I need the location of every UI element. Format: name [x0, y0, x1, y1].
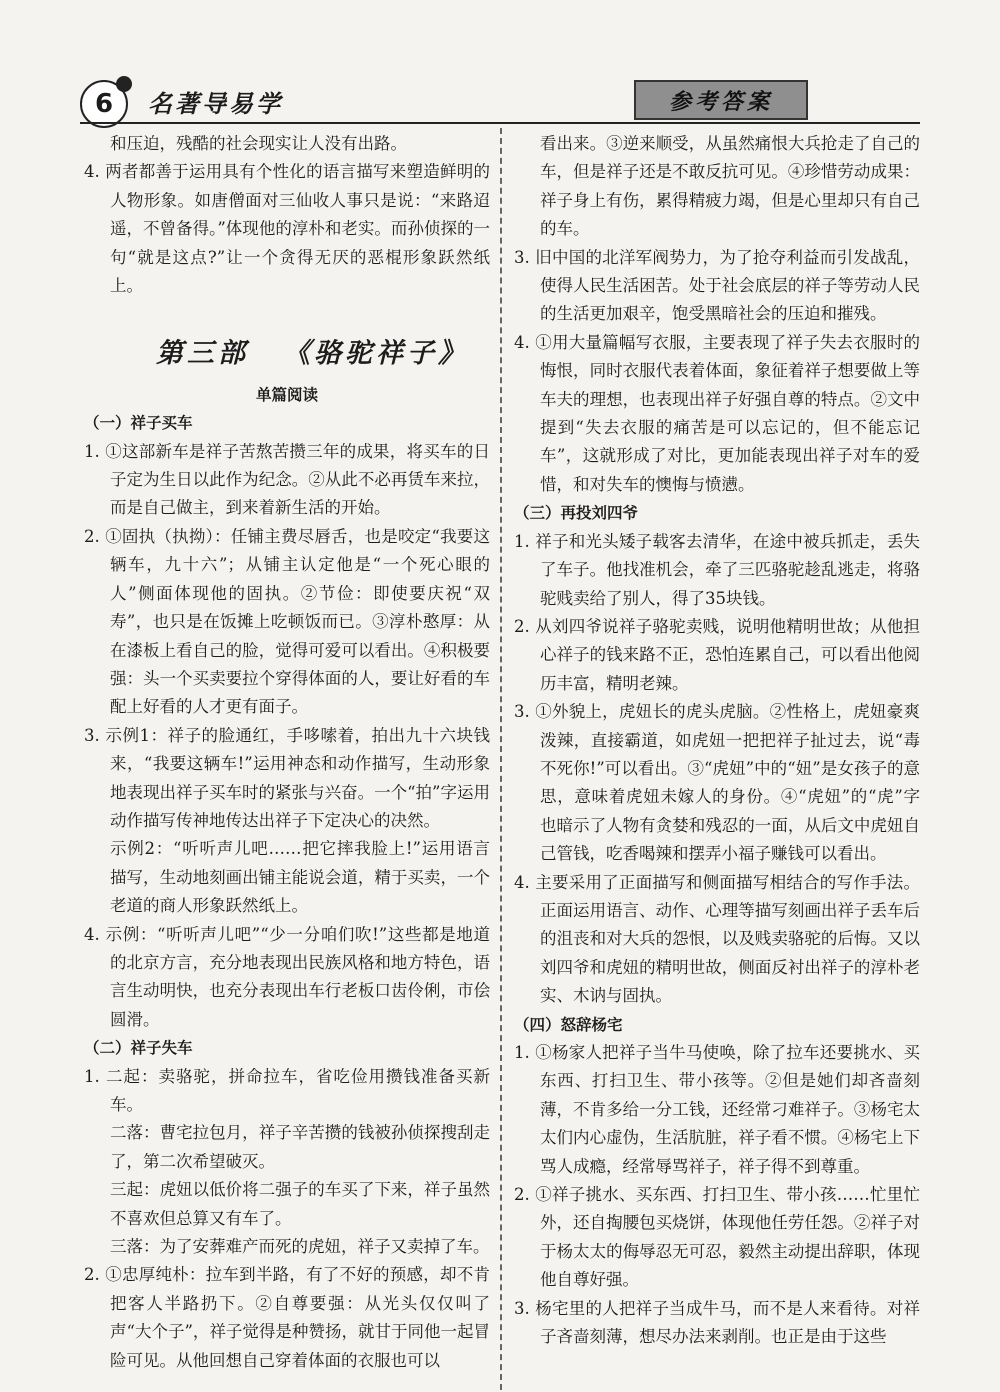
part-number: 第三部 — [156, 338, 249, 370]
answer-item: 1. ①杨家人把祥子当牛马使唤，除了拉车还要挑水、买东西、打扫卫生、带小孩等。②但是她们却吝啬刻薄，不肯多给一分工钱，还经常刁难祥子。③杨宅太太们内心虚伪，生活肮脏，祥子看不惯。④杨宅上下骂人成瘾，经常辱骂祥子，祥子得不到尊重。 — [514, 1043, 920, 1176]
part-book-title: 《骆驼祥子》 — [283, 338, 469, 370]
section-heading: 单篇阅读 — [255, 385, 318, 404]
part-title — [156, 340, 490, 368]
answer-item: 4. 示例：“听听声儿吧”“少一分咱们吹!”这些都是地道的北京方言，充分地表现出民族风格和地方特色，语言生动明快，也充分表现出车行老板口齿伶俐，市侩圆滑。 — [84, 924, 490, 1029]
answer-label: 参考答案 — [634, 80, 808, 120]
answer-subitem: 示例2：“听听声儿吧……把它摔我脸上!”运用语言描写，生动地刻画出铺主能说会道，精于买卖，一个老道的商人形象跃然纸上。 — [110, 839, 490, 916]
answer-subitem: 三落：为了安葬难产而死的虎妞，祥子又卖掉了车。 — [110, 1237, 490, 1257]
answer-subitem: 三起：虎妞以低价将二强子的车买了下来，祥子虽然不喜欢但总算又有车了。 — [110, 1180, 490, 1228]
answer-item: 3. ①外貌上，虎妞长的虎头虎脑。②性格上，虎妞豪爽泼辣，直接霸道，如虎妞一把把祥子扯过去，说“毒不死你!”可以看出。③“虎妞”中的“妞”是女孩子的意思，意味着虎妞未嫁人的身份。④“虎妞”的“虎”字也暗示了人物有贪婪和残忍的一面，从后文中虎妞自己管钱，吃香喝辣和摆弄小福子赚钱可以看出。 — [514, 702, 920, 864]
answer-item: 4. 两者都善于运用具有个性化的语言描写来塑造鲜明的人物形象。如唐僧面对三仙收人事只是说：“来路迢遥，不曾备得。”体现他的淳朴和老实。而孙侦探的一句“就是这点?”让一个贪得无厌的恶棍形象跃然纸上。 — [84, 162, 490, 296]
answer-item: 2. ①固执（执拗）：任铺主费尽唇舌，也是咬定“我要这辆车，九十六”；从铺主认定他是“一个死心眼的人”侧面体现他的固执。②节俭：即使要庆祝“双寿”，也只是在饭摊上吃顿饭而已。③淳朴憨厚：从在漆板上看自己的脸，觉得可爱可以看出。④积极要强：头一个买卖要拉个穿得体面的人，要让好看的车配上好看的人才更有面子。 — [84, 526, 490, 717]
answer-item: 2. ①忠厚纯朴：拉车到半路，有了不好的预感，却不肯把客人半路扔下。②自尊要强：从光头仅仅叫了声“大个子”，祥子觉得是种赞扬，就甘于同他一起冒险可见。从他回想自己穿着体面的衣服也可以 — [84, 1265, 490, 1370]
subsection-heading: （二）祥子失车 — [84, 1039, 193, 1058]
subsection-heading: （一）祥子买车 — [84, 414, 193, 433]
subsection-heading: （三）再投刘四爷 — [514, 504, 639, 523]
answer-item: 2. 从刘四爷说祥子骆驼卖贱，说明他精明世故；从他担心祥子的钱来路不正，恐怕连累自己，可以看出他阅历丰富，精明老辣。 — [514, 616, 920, 693]
answer-item: 4. ①用大量篇幅写衣服，主要表现了祥子失去衣服时的悔恨，同时衣服代表着体面，象征着祥子想要做上等车夫的理想，也表现出祥子好强自尊的特点。②文中提到“失去衣服的痛苦是可以忘记的，但不能忘记车”，这就形成了对比，更加能表现出祥子对车的爱惜，和对失车的懊悔与愤懑。 — [514, 332, 920, 494]
answer-item: 3. 旧中国的北洋军阀势力，为了抢夺利益而引发战乱，使得人民生活困苦。处于社会底层的祥子等劳动人民的生活更加艰辛，饱受黑暗社会的压迫和摧残。 — [514, 247, 920, 324]
answer-item: 1. 二起：卖骆驼，拼命拉车，省吃俭用攒钱准备买新车。 — [84, 1066, 490, 1114]
continued-text: 看出来。③逆来顺受，从虽然痛恨大兵抢走了自己的车，但是祥子还是不敢反抗可见。④珍惜劳动成果：祥子身上有伤，累得精疲力竭，但是心里却只有自己的车。 — [540, 134, 920, 239]
page-number: 6 — [80, 80, 128, 128]
continued-text: 和压迫，残酷的社会现实让人没有出路。 — [110, 134, 407, 153]
book-title: 名著导易学 — [148, 89, 283, 118]
answer-item: 4. 主要采用了正面描写和侧面描写相结合的写作手法。正面运用语言、动作、心理等描写刻画出祥子丢车后的沮丧和对大兵的怨恨，以及贱卖骆驼的后悔。又以刘四爷和虎妞的精明世故，侧面反衬出祥子的淳朴老实、木讷与固执。 — [514, 872, 920, 1006]
answer-item: 3. 示例1：祥子的脸通红，手哆嗦着，拍出九十六块钱来，“我要这辆车!”运用神态和动作描写，生动形象地表现出祥子买车时的紧张与兴奋。一个“拍”字运用动作描写传神地传达出祥子下定决心的决然。 — [84, 725, 490, 830]
answer-item: 1. 祥子和光头矮子载客去清华，在途中被兵抓走，丢失了车子。他找准机会，牵了三匹骆驼趁乱逃走，将骆驼贱卖给了别人，得了35块钱。 — [514, 531, 920, 608]
answer-item: 3. 杨宅里的人把祥子当成牛马，而不是人来看待。对祥子吝啬刻薄，想尽办法来剥削。也正是由于这些 — [514, 1298, 920, 1347]
answer-item: 2. ①祥子挑水、买东西、打扫卫生、带小孩……忙里忙外，还自掏腰包买烧饼，体现他任劳任怨。②祥子对于杨太太的侮辱忍无可忍，毅然主动提出辞职，体现他自尊好强。 — [514, 1185, 920, 1290]
decorative-dot-icon — [116, 76, 132, 92]
answer-subitem: 二落：曹宅拉包月，祥子辛苦攒的钱被孙侦探搜刮走了，第二次希望破灭。 — [110, 1123, 490, 1171]
answer-item: 1. ①这部新车是祥子苦熬苦攒三年的成果，将买车的日子定为生日以此作为纪念。②从此不必再赁车来拉，而是自己做主，到来着新生活的开始。 — [84, 441, 490, 518]
header-rule — [80, 122, 920, 124]
left-column — [84, 130, 490, 1375]
page-header — [0, 0, 1000, 130]
right-column — [514, 130, 920, 1351]
subsection-heading: （四）怒辞杨宅 — [514, 1015, 623, 1034]
column-divider — [500, 128, 502, 1390]
